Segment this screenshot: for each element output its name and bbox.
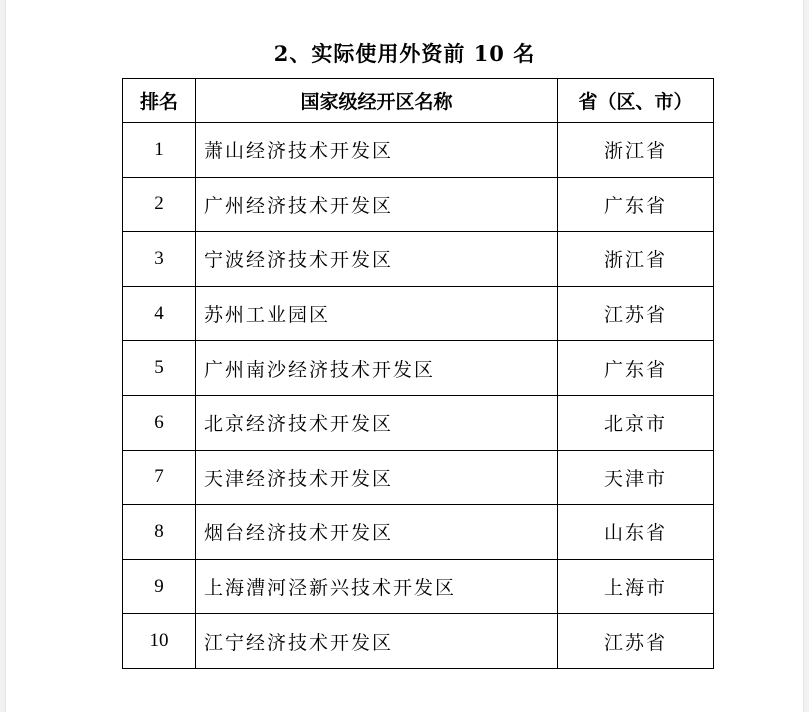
cell-province: 北京市 [558, 395, 714, 450]
cell-rank: 6 [123, 395, 196, 450]
cell-province: 浙江省 [558, 123, 714, 178]
table-row [123, 505, 714, 560]
cell-zone-name: 江宁经济技术开发区 [196, 614, 558, 669]
cell-province: 江苏省 [558, 614, 714, 669]
cell-zone-name: 广州南沙经济技术开发区 [196, 341, 558, 396]
cell-province: 山东省 [558, 505, 714, 560]
table-row [123, 286, 714, 341]
cell-province: 广东省 [558, 341, 714, 396]
cell-rank: 8 [123, 505, 196, 560]
cell-zone-name: 烟台经济技术开发区 [196, 505, 558, 560]
table-row [123, 395, 714, 450]
header-rank: 排名 [123, 79, 196, 123]
table-row [123, 177, 714, 232]
ranking-table [122, 78, 714, 669]
cell-zone-name: 北京经济技术开发区 [196, 395, 558, 450]
cell-rank: 9 [123, 559, 196, 614]
cell-province: 浙江省 [558, 232, 714, 287]
cell-rank: 5 [123, 341, 196, 396]
header-province: 省（区、市） [558, 79, 714, 123]
cell-rank: 3 [123, 232, 196, 287]
cell-rank: 1 [123, 123, 196, 178]
table-header-row [123, 79, 714, 123]
cell-zone-name: 上海漕河泾新兴技术开发区 [196, 559, 558, 614]
cell-rank: 7 [123, 450, 196, 505]
table-row [123, 559, 714, 614]
cell-rank: 2 [123, 177, 196, 232]
page-title: 2、实际使用外资前 10 名 [273, 41, 536, 66]
cell-province: 江苏省 [558, 286, 714, 341]
cell-zone-name: 苏州工业园区 [196, 286, 558, 341]
cell-rank: 10 [123, 614, 196, 669]
cell-zone-name: 广州经济技术开发区 [196, 177, 558, 232]
cell-province: 上海市 [558, 559, 714, 614]
table-row [123, 341, 714, 396]
table-row [123, 450, 714, 505]
cell-zone-name: 天津经济技术开发区 [196, 450, 558, 505]
table-row [123, 614, 714, 669]
header-zone-name: 国家级经开区名称 [196, 79, 558, 123]
table-row [123, 123, 714, 178]
cell-rank: 4 [123, 286, 196, 341]
cell-province: 广东省 [558, 177, 714, 232]
cell-zone-name: 萧山经济技术开发区 [196, 123, 558, 178]
cell-zone-name: 宁波经济技术开发区 [196, 232, 558, 287]
cell-province: 天津市 [558, 450, 714, 505]
table-row [123, 232, 714, 287]
